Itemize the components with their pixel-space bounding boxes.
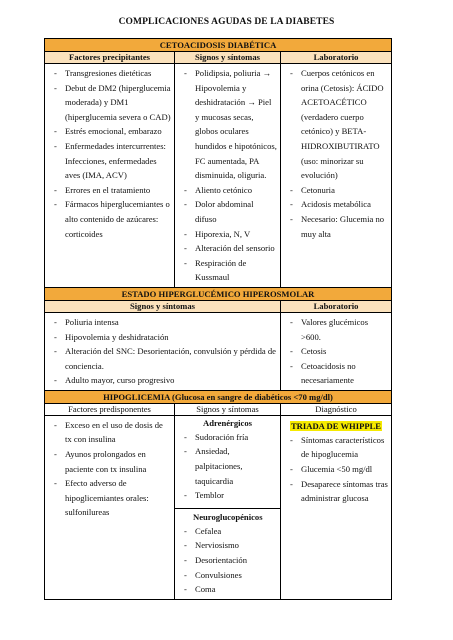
list-item: - Cetoacidosis no necesariamente bbox=[281, 359, 391, 388]
ketoacidosis-content-row bbox=[45, 64, 392, 288]
col-header-laboratorio: Laboratorio bbox=[281, 52, 392, 64]
col-header-signos: Signos y síntomas bbox=[175, 403, 281, 415]
list-item: - Alteración del SNC: Desorientación, convulsión y pérdida de conciencia. bbox=[45, 344, 280, 373]
hyperosmolar-content-row bbox=[45, 312, 392, 390]
ketoacidosis-laboratorio-list bbox=[281, 66, 391, 241]
adrenergic-list bbox=[175, 430, 280, 503]
list-item: - Valores glucémicos >600. bbox=[281, 315, 391, 344]
hyperosmolar-laboratorio-list bbox=[281, 315, 391, 388]
list-item: - Cetosis bbox=[281, 344, 391, 359]
col-header-factores: Factores predisponentes bbox=[45, 403, 175, 415]
neuroglucopenic-subheading: Neuroglucopénicos bbox=[193, 511, 263, 522]
list-item: - Transgresiones dietéticas bbox=[45, 66, 174, 81]
list-item: - Necesario: Glucemia no muy alta bbox=[281, 212, 391, 241]
hypoglycemia-content-row bbox=[45, 415, 392, 599]
hyperosmolar-signos-cell bbox=[45, 312, 281, 390]
list-item: - Estrés emocional, embarazo bbox=[45, 124, 174, 139]
diagnostico-list bbox=[281, 433, 391, 506]
page-title: COMPLICACIONES AGUDAS DE LA DIABETES bbox=[118, 17, 335, 27]
neuroglucopenic-section bbox=[175, 508, 280, 597]
list-item: - Ayunos prolongados en paciente con tx insulina bbox=[45, 447, 174, 476]
col-header-signos: Signos y síntomas bbox=[45, 300, 281, 312]
hypoglycemia-factores-list bbox=[45, 418, 174, 520]
whipple-triad-label bbox=[281, 419, 391, 433]
list-item: - Desorientación bbox=[175, 553, 280, 568]
list-item: - Respiración de Kussmaul bbox=[175, 256, 280, 285]
list-item: - Enfermedades intercurrentes: Infecciones, enfermedades aves (IMA, ACV) bbox=[45, 139, 174, 183]
list-item: - Debut de DM2 (hiperglucemia moderada) y DM1 (hiperglucemia severa o CAD) bbox=[45, 81, 174, 125]
ketoacidosis-factores-list bbox=[45, 66, 174, 241]
hyperosmolar-header-row bbox=[45, 287, 392, 300]
hypoglycemia-header-row bbox=[45, 390, 392, 403]
list-item: - Cetonuria bbox=[281, 183, 391, 198]
list-item: - Síntomas característicos de hipoglucemia bbox=[281, 433, 391, 462]
list-item: - Adulto mayor, curso progresivo bbox=[45, 373, 280, 388]
list-item: - Sudoración fría bbox=[175, 430, 280, 445]
col-header-laboratorio: Laboratorio bbox=[281, 300, 392, 312]
list-item: - Cuerpos cetónicos en orina (Cetosis): ÁCIDO ACETOACÉTICO (verdadero cuerpo cetónico) y BETA-HIDROXIBUTIRATO (uso: minorizar su evolución) bbox=[281, 66, 391, 183]
list-item: - Hipovolemia y deshidratación bbox=[45, 330, 280, 345]
list-item: - Alteración del sensorio bbox=[175, 241, 280, 256]
ketoacidosis-signos-list bbox=[175, 66, 280, 285]
hyperosmolar-signos-list bbox=[45, 315, 280, 388]
hypoglycemia-diagnostico-cell bbox=[281, 415, 392, 599]
ketoacidosis-subheader-row bbox=[45, 52, 392, 64]
hypoglycemia-signos-cell bbox=[175, 415, 281, 599]
hyperosmolar-heading: ESTADO HIPERGLUCÉMICO HIPEROSMOLAR bbox=[45, 287, 392, 300]
ketoacidosis-heading: CETOACIDOSIS DIABÉTICA bbox=[45, 39, 392, 52]
ketoacidosis-laboratorio-cell bbox=[281, 64, 392, 288]
list-item: - Hiporexia, N, V bbox=[175, 227, 280, 242]
list-item: - Desaparece síntomas tras administrar glucosa bbox=[281, 477, 391, 506]
list-item: - Convulsiones bbox=[175, 568, 280, 583]
list-item: - Glucemia <50 mg/dl bbox=[281, 462, 391, 477]
col-header-signos: Signos y síntomas bbox=[175, 52, 281, 64]
list-item: - Polidipsia, poliuria → Hipovolemia y deshidratación → Piel y mucosas secas, globos oculares hundidos e hipotónicos, FC aumentada, PA disminuida, oliguria. bbox=[175, 66, 280, 183]
col-header-factores: Factores precipitantes bbox=[45, 52, 175, 64]
ketoacidosis-factores-cell bbox=[45, 64, 175, 288]
list-item: - Poliuria intensa bbox=[45, 315, 280, 330]
list-item: - Temblor bbox=[175, 488, 280, 503]
list-item: - Nerviosismo bbox=[175, 538, 280, 553]
list-item: - Ansiedad, palpitaciones, taquicardia bbox=[175, 444, 280, 488]
list-item: - Cefalea bbox=[175, 524, 280, 539]
hypoglycemia-factores-cell bbox=[45, 415, 175, 599]
list-item: - Exceso en el uso de dosis de tx con insulina bbox=[45, 418, 174, 447]
hyperosmolar-subheader-row bbox=[45, 300, 392, 312]
list-item: - Acidosis metabólica bbox=[281, 197, 391, 212]
complications-table bbox=[44, 38, 392, 600]
hyperosmolar-laboratorio-cell bbox=[281, 312, 392, 390]
adrenergic-subheading: Adrenérgicos bbox=[202, 417, 252, 428]
col-header-diagnostico: Diagnóstico bbox=[281, 403, 392, 415]
hypoglycemia-heading: HIPOGLICEMIA (Glucosa en sangre de diabéticos <70 mg/dl) bbox=[45, 390, 392, 403]
list-item: - Coma bbox=[175, 582, 280, 597]
list-item: - Errores en el tratamiento bbox=[45, 183, 174, 198]
neuroglucopenic-list bbox=[175, 524, 280, 597]
list-item: - Aliento cetónico bbox=[175, 183, 280, 198]
hypoglycemia-subheader-row bbox=[45, 403, 392, 415]
list-item: - Dolor abdominal difuso bbox=[175, 197, 280, 226]
ketoacidosis-signos-cell bbox=[175, 64, 281, 288]
list-item: - Efecto adverso de hipoglicemiantes orales: sulfonilureas bbox=[45, 476, 174, 520]
ketoacidosis-header-row bbox=[45, 39, 392, 52]
whipple-highlight: TRIADA DE WHIPPLE bbox=[290, 420, 382, 431]
list-item: - Fármacos hiperglucemiantes o alto contenido de azúcares: corticoides bbox=[45, 197, 174, 241]
